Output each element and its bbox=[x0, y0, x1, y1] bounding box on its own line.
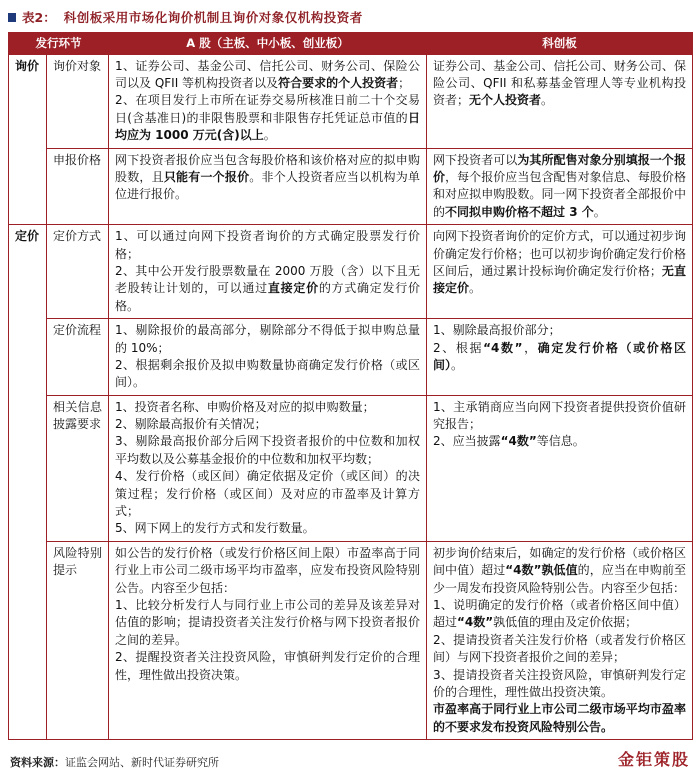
paragraph: 1、证券公司、基金公司、信托公司、财务公司、保险公司以及 QFII 等机构投资者以及符合要求的个人投资者； bbox=[115, 58, 420, 91]
stage-sub-cell: 风险特别提示 bbox=[47, 541, 109, 739]
paragraph: 网下投资者报价应当包含每股价格和该价格对应的拟申购股数，且只能有一个报价。非个人投资者应当以机构为单位进行报价。 bbox=[115, 152, 420, 202]
cell-star-market bbox=[427, 148, 693, 225]
paragraph: 市盈率高于同行业上市公司二级市场平均市盈率的不要求发布投资风险特别公告。 bbox=[433, 702, 686, 734]
table-row bbox=[9, 319, 693, 396]
table-row bbox=[9, 225, 693, 319]
stage-group-cell: 定价 bbox=[9, 225, 47, 740]
paragraph: 2、应当披露“4数”等信息。 bbox=[433, 434, 585, 449]
paragraph: 1、剔除报价的最高部分，剔除部分不得低于拟申购总量的 10%； bbox=[115, 323, 420, 355]
paragraph: 2、其中公开发行股票数量在 2000 万股（含）以下且无老股转让计划的，可以通过直接定价的方式确定发行价格。 bbox=[115, 263, 420, 313]
paragraph: 2、提醒投资者关注投资风险，审慎研判发行定价的合理性，理性做出投资决策。 bbox=[115, 650, 420, 682]
cell-a-share bbox=[109, 54, 427, 148]
paragraph: 3、提请投资者关注投资风险，审慎研判发行定价的合理性，理性做出投资决策。 bbox=[433, 667, 686, 699]
cell-a-share bbox=[109, 148, 427, 225]
table-row bbox=[9, 541, 693, 739]
square-bullet-icon bbox=[8, 13, 16, 22]
paragraph: 2、剔除最高报价有关情况； bbox=[115, 417, 267, 432]
table-row bbox=[9, 395, 693, 541]
paragraph: 1、投资者名称、申购价格及对应的拟申购数量； bbox=[115, 399, 375, 414]
header-a-share: A 股（主板、中小板、创业板） bbox=[109, 33, 427, 55]
paragraph: 1、说明确定的发行价格（或者价格区间中值）超过“4数”孰低值的理由及定价依据； bbox=[433, 598, 686, 630]
table-body bbox=[9, 54, 693, 739]
stage-sub-cell: 申报价格 bbox=[47, 148, 109, 225]
cell-star-market bbox=[427, 395, 693, 541]
comparison-table bbox=[8, 32, 693, 740]
paragraph: 初步询价结束后，如确定的发行价格（或价格区间中值）超过“4数”孰低值的，应当在申购前至少一周发布投资风险特别公告。内容至少包括： bbox=[433, 545, 686, 595]
cell-a-share bbox=[109, 319, 427, 396]
paragraph: 如公告的发行价格（或发行价格区间上限）市盈率高于同行业上市公司二级市场平均市盈率，应发布投资风险特别公告。内容至少包括： bbox=[115, 545, 420, 595]
paragraph: 5、网下网上的发行方式和发行数量。 bbox=[115, 521, 315, 536]
stage-sub-cell: 定价方式 bbox=[47, 225, 109, 319]
stage-sub-cell: 定价流程 bbox=[47, 319, 109, 396]
table-title bbox=[8, 8, 692, 26]
cell-star-market bbox=[427, 225, 693, 319]
cell-a-share bbox=[109, 225, 427, 319]
paragraph: 1、比较分析发行人与同行业上市公司的差异及该差异对估值的影响；提请投资者关注发行价格与网下投资者报价之间的差异。 bbox=[115, 598, 420, 647]
brand-logo: 金钜策股 bbox=[617, 750, 690, 770]
stage-sub-cell: 相关信息披露要求 bbox=[47, 395, 109, 541]
cell-a-share bbox=[109, 395, 427, 541]
source-note bbox=[10, 754, 219, 770]
header-stage: 发行环节 bbox=[9, 33, 109, 55]
paragraph: 向网下投资者询价的定价方式，可以通过初步询价确定发行价格；也可以初步询价确定发行价格区间后，通过累计投标询价确定发行价格；无直接定价。 bbox=[433, 229, 686, 296]
paragraph: 1、剔除最高报价部分； bbox=[433, 323, 561, 338]
paragraph: 2、在项目发行上市所在证券交易所核准日前二十个交易日(含基准日)的非限售股票和非限售存托凭证总市值的日均应为 1000 万元(含)以上。 bbox=[115, 93, 420, 143]
table-number-label: 表2： bbox=[22, 10, 56, 25]
paragraph: 2、提请投资者关注发行价格（或者发行价格区间）与网下投资者报价之间的差异； bbox=[433, 632, 686, 665]
table-row bbox=[9, 54, 693, 148]
table-row bbox=[9, 148, 693, 225]
table-header bbox=[9, 33, 693, 55]
source-text: 证监会网站、新时代证券研究所 bbox=[65, 756, 219, 770]
paragraph: 2、根据“4数”，确定发行价格（或价格区间）。 bbox=[433, 340, 686, 372]
header-star-market: 科创板 bbox=[427, 33, 693, 55]
paragraph: 网下投资者可以为其所配售对象分别填报一个报价，每个报价应当包含配售对象信息、每股价格和对应拟申购股数。同一网下投资者全部报价中的不同拟申购价格不超过 3 个。 bbox=[433, 152, 686, 219]
header-row bbox=[9, 33, 693, 55]
cell-star-market bbox=[427, 54, 693, 148]
paragraph: 1、可以通过向网下投资者询价的方式确定股票发行价格； bbox=[115, 229, 420, 261]
paragraph: 3、剔除最高报价部分后网下投资者报价的中位数和加权平均数以及公募基金报价的中位数和加权平均数； bbox=[115, 434, 420, 466]
paragraph: 4、发行价格（或区间）确定依据及定价（或区间）的决策过程；发行价格（或区间）及对应的市盈率及计算方式； bbox=[115, 469, 420, 519]
stage-group-cell: 询价 bbox=[9, 54, 47, 225]
cell-star-market bbox=[427, 319, 693, 396]
cell-star-market bbox=[427, 541, 693, 739]
page-title: 科创板采用市场化询价机制且询价对象仅机构投资者 bbox=[63, 10, 363, 25]
source-label: 资料来源： bbox=[10, 756, 65, 770]
paragraph: 证券公司、基金公司、信托公司、财务公司、保险公司、QFII 和私募基金管理人等专业机构投资者；无个人投资者。 bbox=[433, 58, 686, 108]
cell-a-share bbox=[109, 541, 427, 739]
stage-sub-cell: 询价对象 bbox=[47, 54, 109, 148]
paragraph: 2、根据剩余报价及拟申购数量协商确定发行价格（或区间）。 bbox=[115, 357, 420, 390]
paragraph: 1、主承销商应当向网下投资者提供投资价值研究报告； bbox=[433, 399, 686, 432]
